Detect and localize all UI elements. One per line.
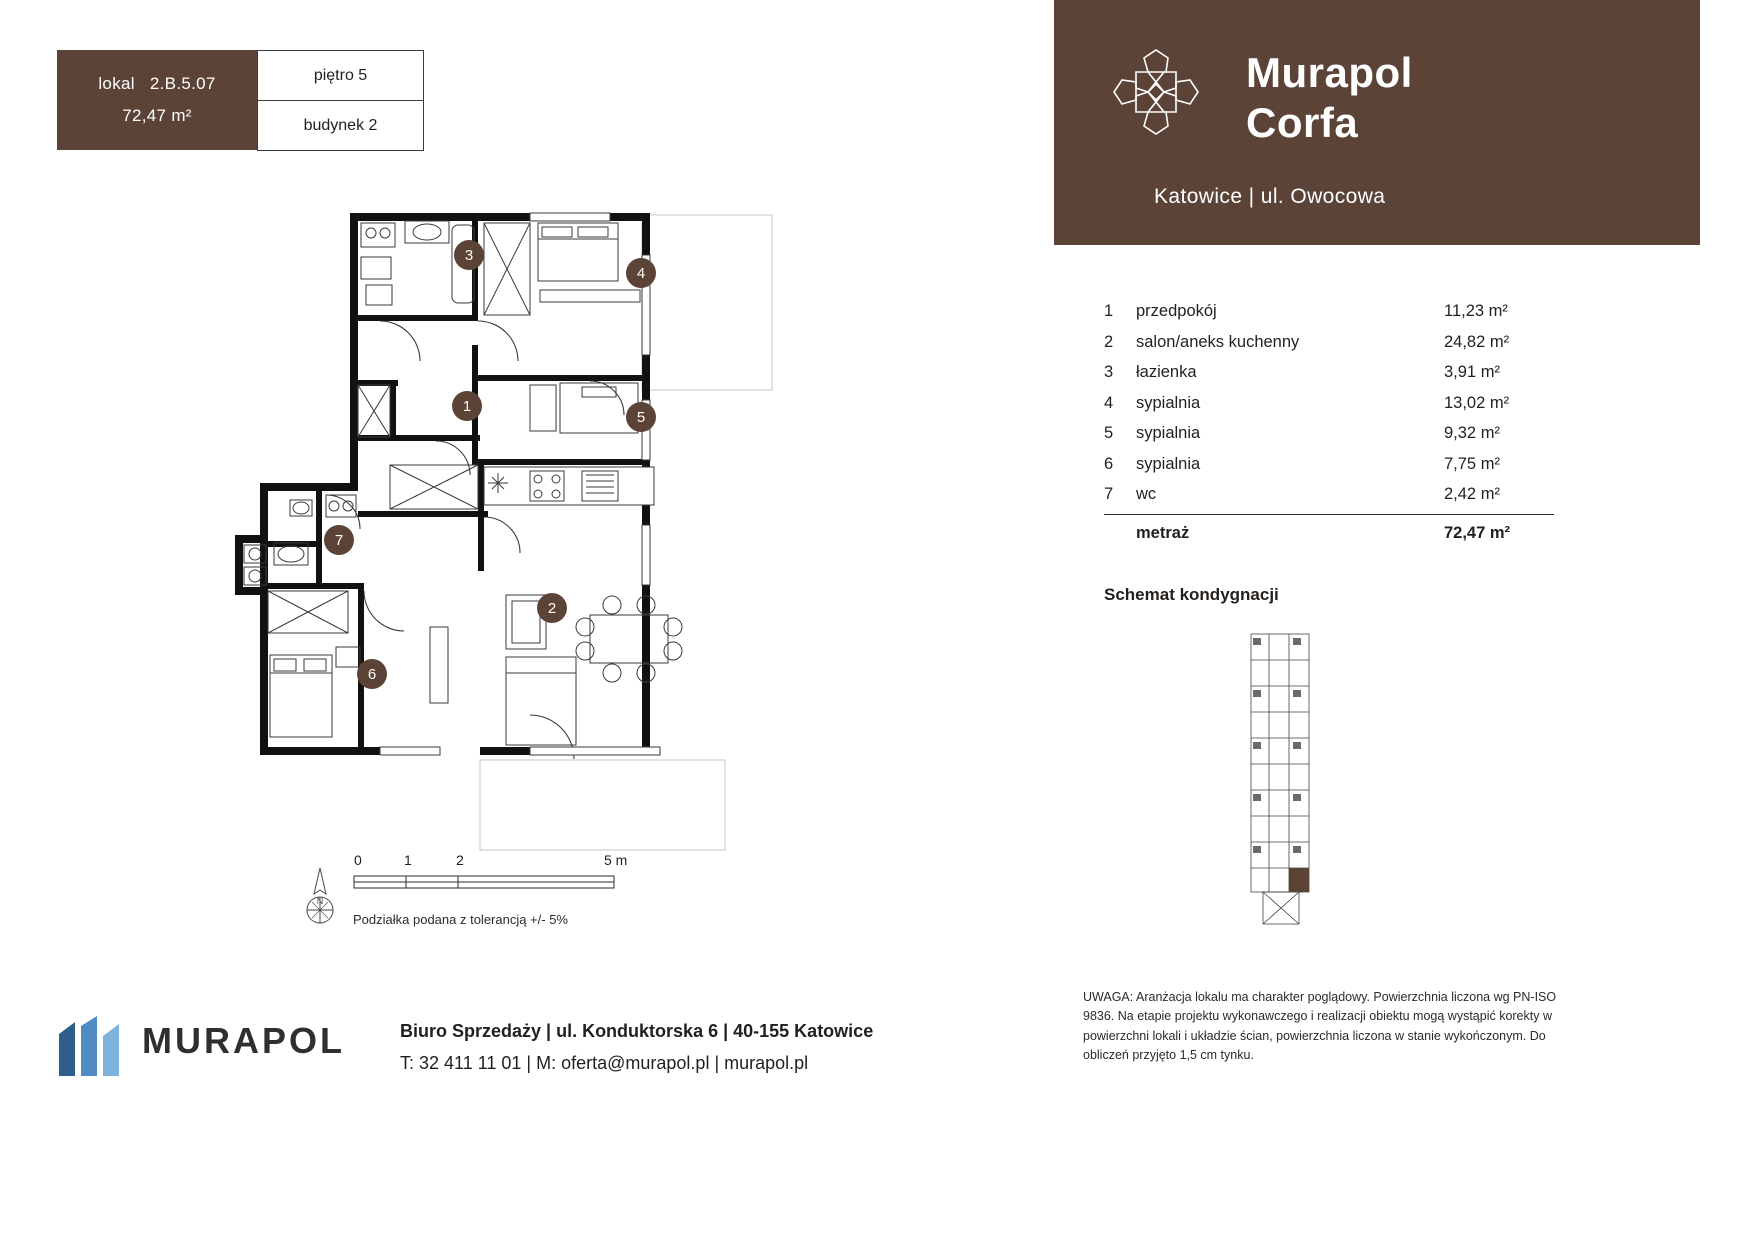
brand-panel [1054, 0, 1700, 245]
lokal-side-boxes [257, 50, 424, 151]
legend-name: łazienka [1136, 363, 1197, 381]
compass-icon [290, 864, 350, 934]
floor-box: piętro 5 [257, 50, 424, 100]
footer-address: Biuro Sprzedaży | ul. Konduktorska 6 | 40-155 Katowice [400, 1021, 874, 1041]
highlighted-apartment [1289, 868, 1309, 892]
legend-name: sypialnia [1136, 424, 1201, 442]
brand-title-line2: Corfa [1246, 98, 1359, 146]
brand-subtitle: Katowice | ul. Owocowa [1154, 185, 1386, 208]
legend-number: 7 [1104, 485, 1114, 503]
legend-name: wc [1136, 485, 1157, 503]
legend-area: 2,42 m² [1444, 485, 1500, 503]
legend-number: 2 [1104, 332, 1114, 351]
room-marker-6: 6 [357, 659, 387, 689]
building-box: budynek 2 [257, 100, 424, 151]
room-marker-1: 1 [452, 391, 482, 421]
legend-row [1104, 420, 1554, 451]
legend-name: sypialnia [1136, 393, 1201, 412]
murapol-floral-icon [1106, 42, 1206, 142]
legend-row [1104, 390, 1554, 421]
footer-contact [400, 1016, 873, 1079]
legend-total-row [1104, 514, 1554, 551]
lokal-area: 72,47 m² [122, 106, 192, 125]
room-marker-7: 7 [324, 525, 354, 555]
legend-area: 9,32 m² [1444, 424, 1500, 442]
lokal-line [98, 74, 215, 94]
legend-row [1104, 329, 1554, 360]
scale-tick: 5 m [604, 852, 628, 868]
scale-bar [290, 852, 690, 942]
legend-name: sypialnia [1136, 454, 1201, 473]
legend-number: 1 [1104, 302, 1114, 320]
legend-row [1104, 359, 1554, 390]
legend-total-area: 72,47 m² [1444, 523, 1511, 542]
legend-number: 4 [1104, 393, 1114, 412]
murapol-wordmark: MURAPOL [142, 1020, 345, 1061]
legend-area: 7,75 m² [1444, 454, 1500, 473]
murapol-m-icon [57, 1016, 129, 1083]
svg-text:N: N [316, 896, 324, 906]
legend-total-label: metraż [1136, 523, 1190, 542]
room-marker-4: 4 [626, 258, 656, 288]
legend-area: 11,23 m² [1444, 302, 1508, 320]
legend-area: 24,82 m² [1444, 332, 1510, 351]
lokal-label: lokal [98, 74, 135, 93]
legend-number: 6 [1104, 454, 1114, 473]
brand-title-line1: Murapol [1246, 49, 1413, 96]
room-marker-3: 3 [454, 240, 484, 270]
room-marker-5: 5 [626, 402, 656, 432]
scale-note: Podziałka podana z tolerancją +/- 5% [353, 912, 568, 927]
legend-area: 3,91 m² [1444, 363, 1500, 381]
legend-row [1104, 481, 1554, 512]
scale-ruler [352, 872, 672, 894]
schemat-title: Schemat kondygnacji [1104, 585, 1279, 604]
murapol-footer-logo [57, 1012, 357, 1082]
scale-tick: 1 [404, 852, 412, 868]
floor-plan-drawing [230, 195, 870, 855]
legend-number: 3 [1104, 363, 1114, 381]
room-marker-2: 2 [537, 593, 567, 623]
room-legend [1104, 298, 1554, 550]
scale-tick: 0 [354, 852, 362, 868]
scale-tick: 2 [456, 852, 464, 868]
legend-name: przedpokój [1136, 302, 1217, 320]
legend-row [1104, 451, 1554, 482]
lokal-value: 2.B.5.07 [149, 74, 216, 93]
footer-phone-email: T: 32 411 11 01 | M: oferta@murapol.pl | murapol.pl [400, 1052, 809, 1073]
brand-title [1246, 48, 1413, 147]
lokal-box [57, 50, 257, 150]
legend-area: 13,02 m² [1444, 393, 1510, 412]
building-floor-diagram [1245, 630, 1317, 925]
legend-name: salon/aneks kuchenny [1136, 332, 1300, 351]
legend-row [1104, 298, 1554, 329]
disclaimer-note: UWAGA: Aranżacja lokalu ma charakter poglądowy. Powierzchnia liczona wg PN-ISO 9836. Na etapie projektu wykonawczego i realizacji obiektu mogą wystąpić korekty w powierzchni lokali i układzie ścian, powierzchnia liczona w stanie wykończonym. Do obliczeń przyjęto 1,5 cm tynku. [1083, 990, 1557, 1063]
apartment-info-block [57, 50, 424, 151]
legend-number: 5 [1104, 424, 1114, 442]
